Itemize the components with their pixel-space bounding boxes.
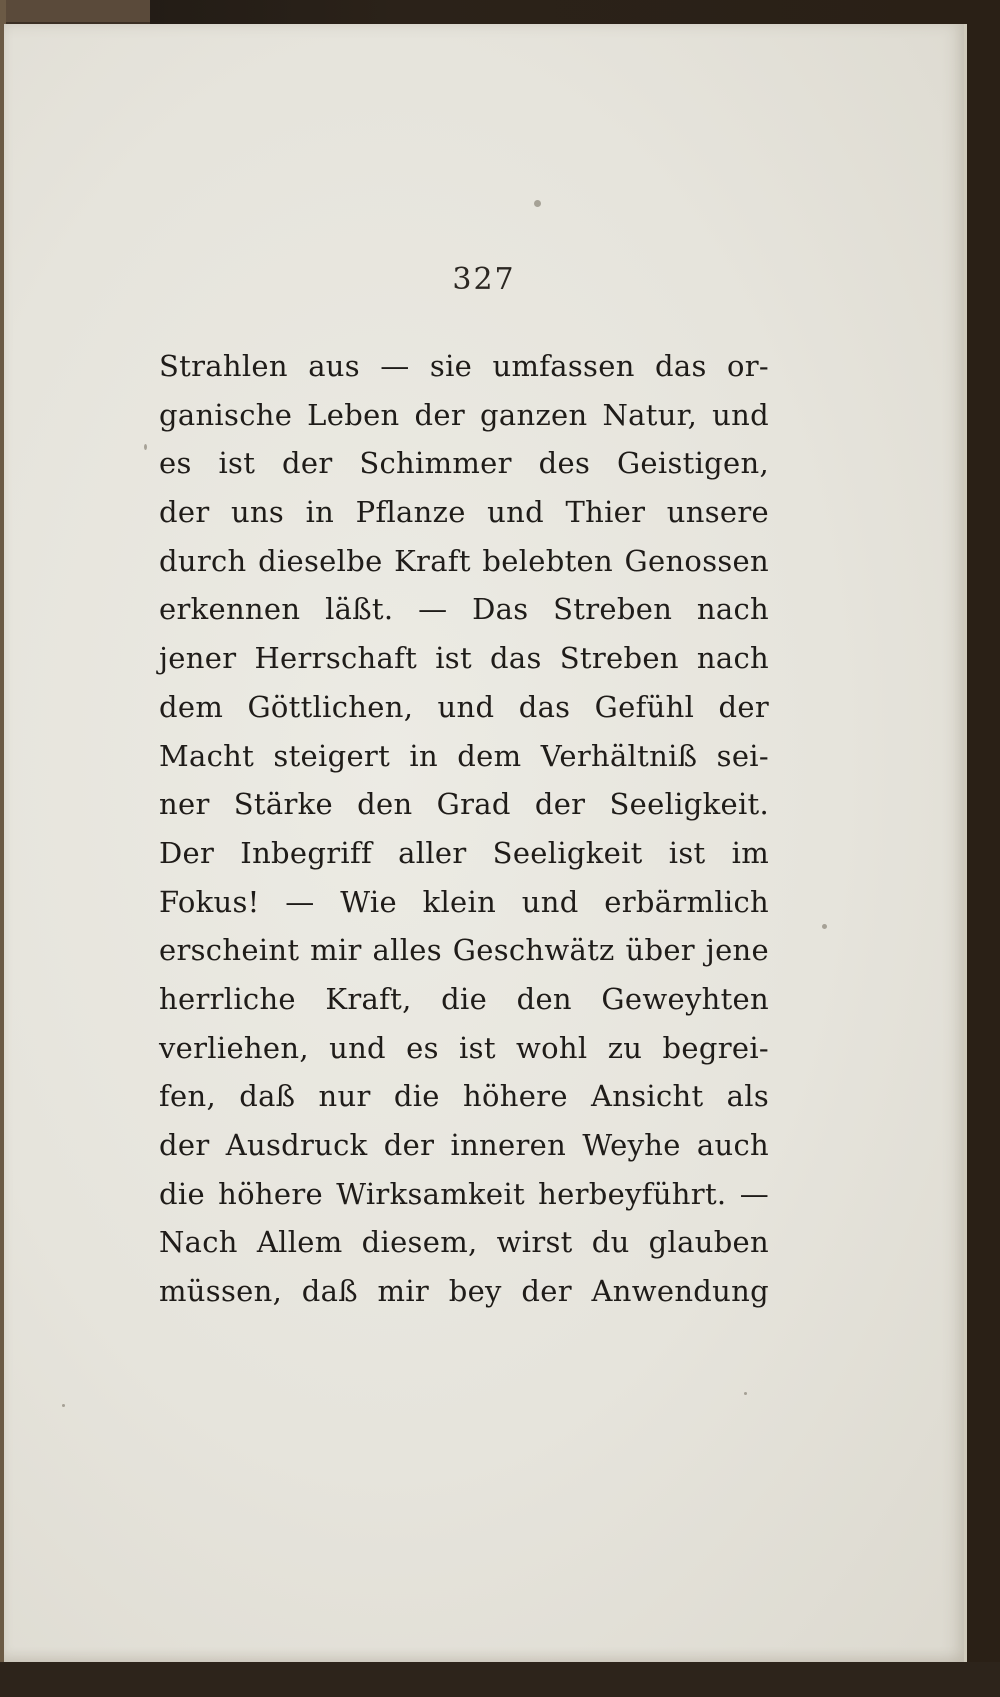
- paper-speck: [534, 200, 541, 207]
- paper-speck: [144, 444, 147, 450]
- text-line: herrliche Kraft, die den Geweyhten: [159, 981, 769, 1016]
- text-line: Fokus! — Wie klein und erbärmlich: [159, 884, 769, 919]
- text-line: die höhere Wirksamkeit herbeyführt. —: [159, 1176, 769, 1211]
- text-line: der uns in Pflanze und Thier unsere: [159, 495, 769, 530]
- text-line: der Ausdruck der inneren Weyhe auch: [159, 1128, 769, 1162]
- text-line: jener Herrschaft ist das Streben nach: [159, 641, 769, 676]
- text-line: müssen, daß mir bey der Anwendung: [159, 1274, 769, 1309]
- text-line: erkennen läßt. — Das Streben nach: [159, 592, 769, 627]
- text-line: Strahlen aus — sie umfassen das or-: [159, 349, 769, 383]
- page-number: 327: [452, 262, 516, 297]
- body-text: [159, 342, 769, 1316]
- text-line: dem Göttlichen, und das Gefühl der: [159, 689, 769, 724]
- text-line: ner Stärke den Grad der Seeligkeit.: [159, 787, 769, 822]
- text-line: Nach Allem diesem, wirst du glauben: [159, 1225, 769, 1260]
- paper-speck: [744, 1392, 747, 1395]
- paper-speck: [62, 1404, 65, 1407]
- binding-cover-edge: [0, 0, 150, 24]
- text-line: es ist der Schimmer des Geistigen,: [159, 446, 769, 481]
- book-page: [4, 24, 967, 1662]
- text-line: Macht steigert in dem Verhältniß sei-: [159, 738, 769, 773]
- text-line: ganische Leben der ganzen Natur, und: [159, 397, 769, 432]
- text-line: verliehen, und es ist wohl zu begrei-: [159, 1030, 769, 1065]
- paper-speck: [822, 924, 827, 929]
- scan-bottom-edge: [0, 1662, 1000, 1697]
- text-line: Der Inbegriff aller Seeligkeit ist im: [159, 835, 769, 870]
- text-line: fen, daß nur die höhere Ansicht als: [159, 1079, 769, 1114]
- text-line: erscheint mir alles Geschwätz über jene: [159, 933, 769, 968]
- text-line: durch dieselbe Kraft belebten Genossen: [159, 543, 769, 578]
